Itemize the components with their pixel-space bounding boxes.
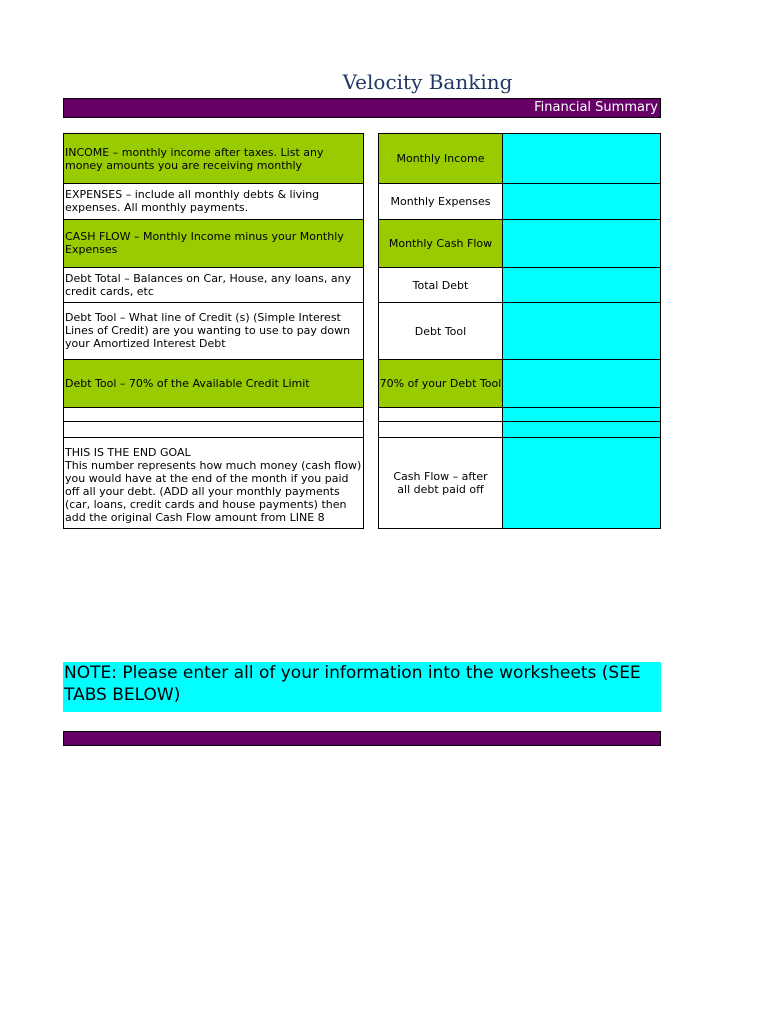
end-goal-value-cell[interactable] xyxy=(502,437,661,529)
blank-description-row-1 xyxy=(63,407,364,422)
footer-bar xyxy=(63,731,661,746)
income-value-cell[interactable] xyxy=(502,133,661,184)
debt-tool-label: Debt Tool xyxy=(378,302,503,360)
income-description: INCOME – monthly income after taxes. List any money amounts you are receiving monthly xyxy=(63,133,364,184)
total-debt-label: Total Debt xyxy=(378,267,503,303)
header-bar-label: Financial Summary xyxy=(534,100,658,115)
blank-value-row-2[interactable] xyxy=(502,421,661,438)
cash-flow-description: CASH FLOW – Monthly Income minus your Monthly Expenses xyxy=(63,219,364,268)
end-goal-description: THIS IS THE END GOAL This number represents how much money (cash flow) you would have at the end of the month if you paid off all your debt. (ADD all your monthly payments (car, loans, credit cards and house payments) then add the original Cash Flow amount from LINE 8 xyxy=(63,437,364,529)
end-goal-label: Cash Flow – after all debt paid off xyxy=(378,437,503,529)
blank-value-row-1[interactable] xyxy=(502,407,661,422)
expenses-value-cell[interactable] xyxy=(502,183,661,220)
debt-tool-description: Debt Tool – What line of Credit (s) (Simple Interest Lines of Credit) are you wanting to use to pay down your Amortized Interest Debt xyxy=(63,302,364,360)
debt-tool-value-cell[interactable] xyxy=(502,302,661,360)
blank-description-row-2 xyxy=(63,421,364,438)
total-debt-value-cell[interactable] xyxy=(502,267,661,303)
debt-tool-70-label: 70% of your Debt Tool xyxy=(378,359,503,408)
note-banner: NOTE: Please enter all of your information into the worksheets (SEE TABS BELOW) xyxy=(63,662,661,712)
cash-flow-label: Monthly Cash Flow xyxy=(378,219,503,268)
total-debt-description: Debt Total – Balances on Car, House, any loans, any credit cards, etc xyxy=(63,267,364,303)
expenses-description: EXPENSES – include all monthly debts & living expenses. All monthly payments. xyxy=(63,183,364,220)
income-label: Monthly Income xyxy=(378,133,503,184)
blank-label-row-1 xyxy=(378,407,503,422)
cash-flow-value-cell[interactable] xyxy=(502,219,661,268)
debt-tool-70-description: Debt Tool – 70% of the Available Credit Limit xyxy=(63,359,364,408)
header-bar xyxy=(63,98,661,118)
blank-label-row-2 xyxy=(378,421,503,438)
expenses-label: Monthly Expenses xyxy=(378,183,503,220)
debt-tool-70-value-cell[interactable] xyxy=(502,359,661,408)
page-title: Velocity Banking xyxy=(342,70,513,94)
